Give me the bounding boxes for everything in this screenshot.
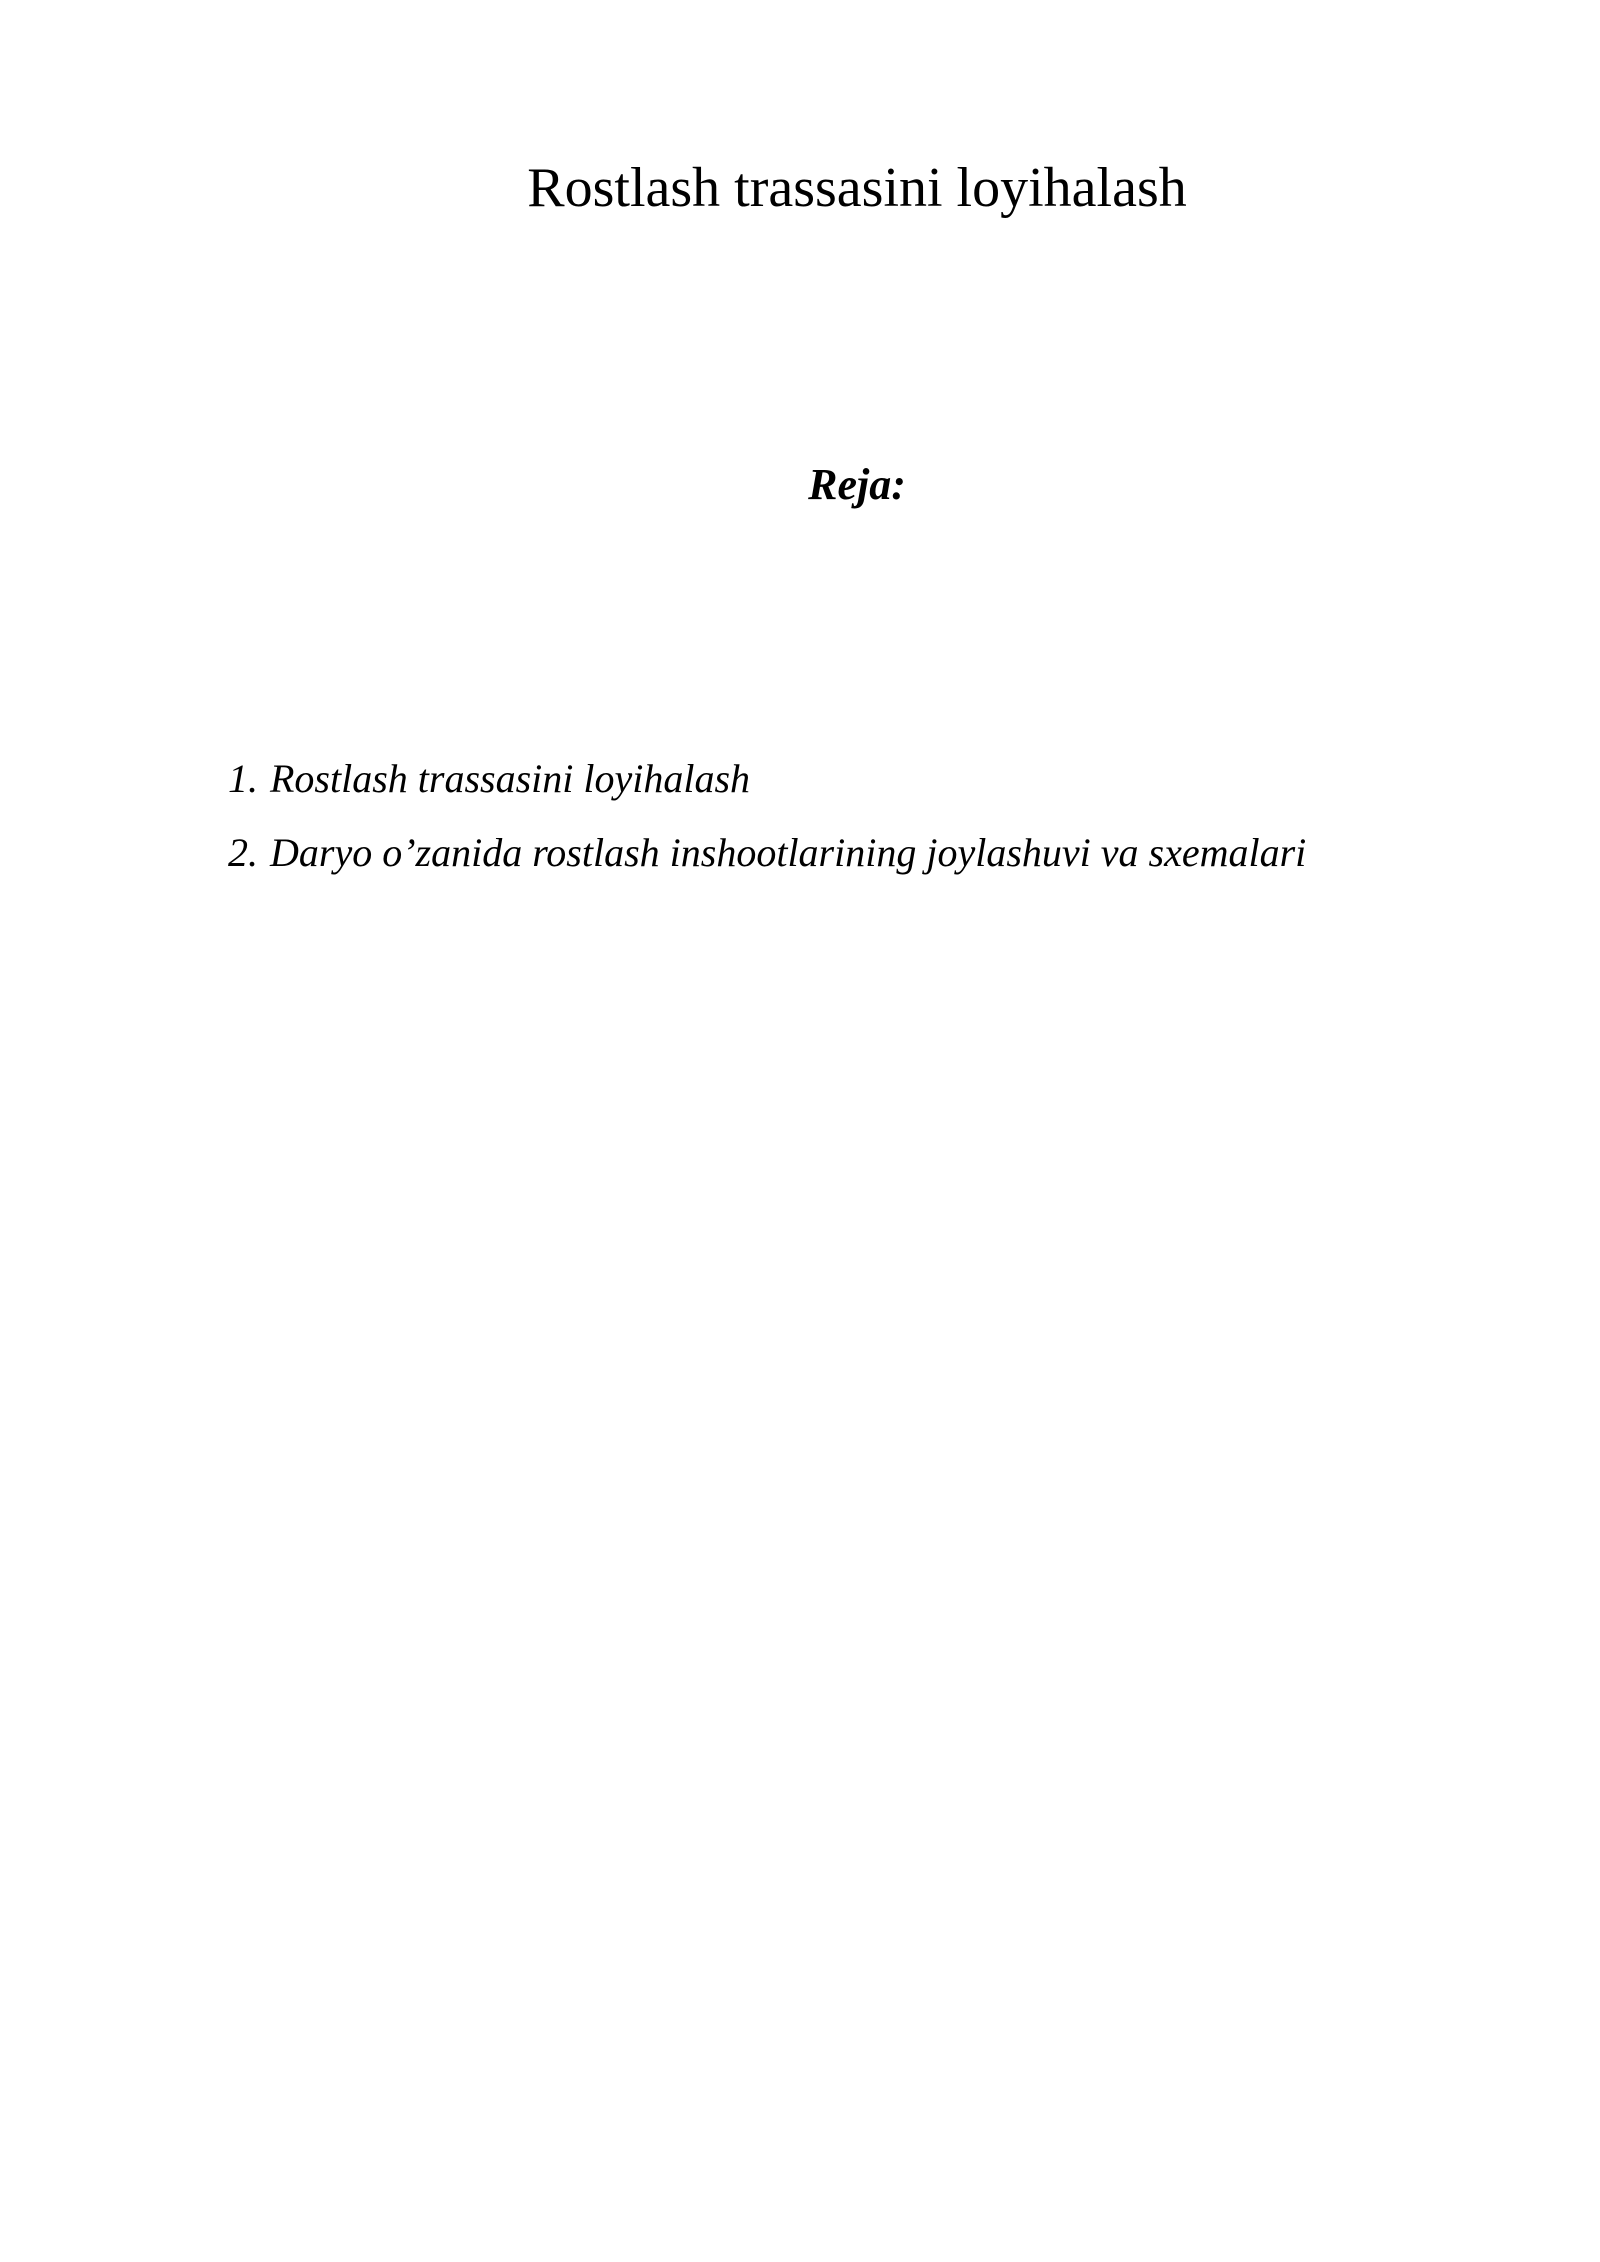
plan-item-2 xyxy=(228,816,1528,890)
document-title: Rostlash trassasini loyihalash xyxy=(527,157,1187,219)
plan-item-number: 2. xyxy=(228,830,258,875)
plan-item-1 xyxy=(228,742,1528,816)
plan-list xyxy=(228,742,1528,890)
plan-item-number: 1. xyxy=(228,756,258,801)
plan-item-text: Rostlash trassasini loyihalash xyxy=(270,756,751,801)
plan-item-text: Daryo o’zanida rostlash inshootlarining joylashuvi va sxemalari xyxy=(270,830,1307,875)
plan-heading: Reja: xyxy=(808,460,906,509)
